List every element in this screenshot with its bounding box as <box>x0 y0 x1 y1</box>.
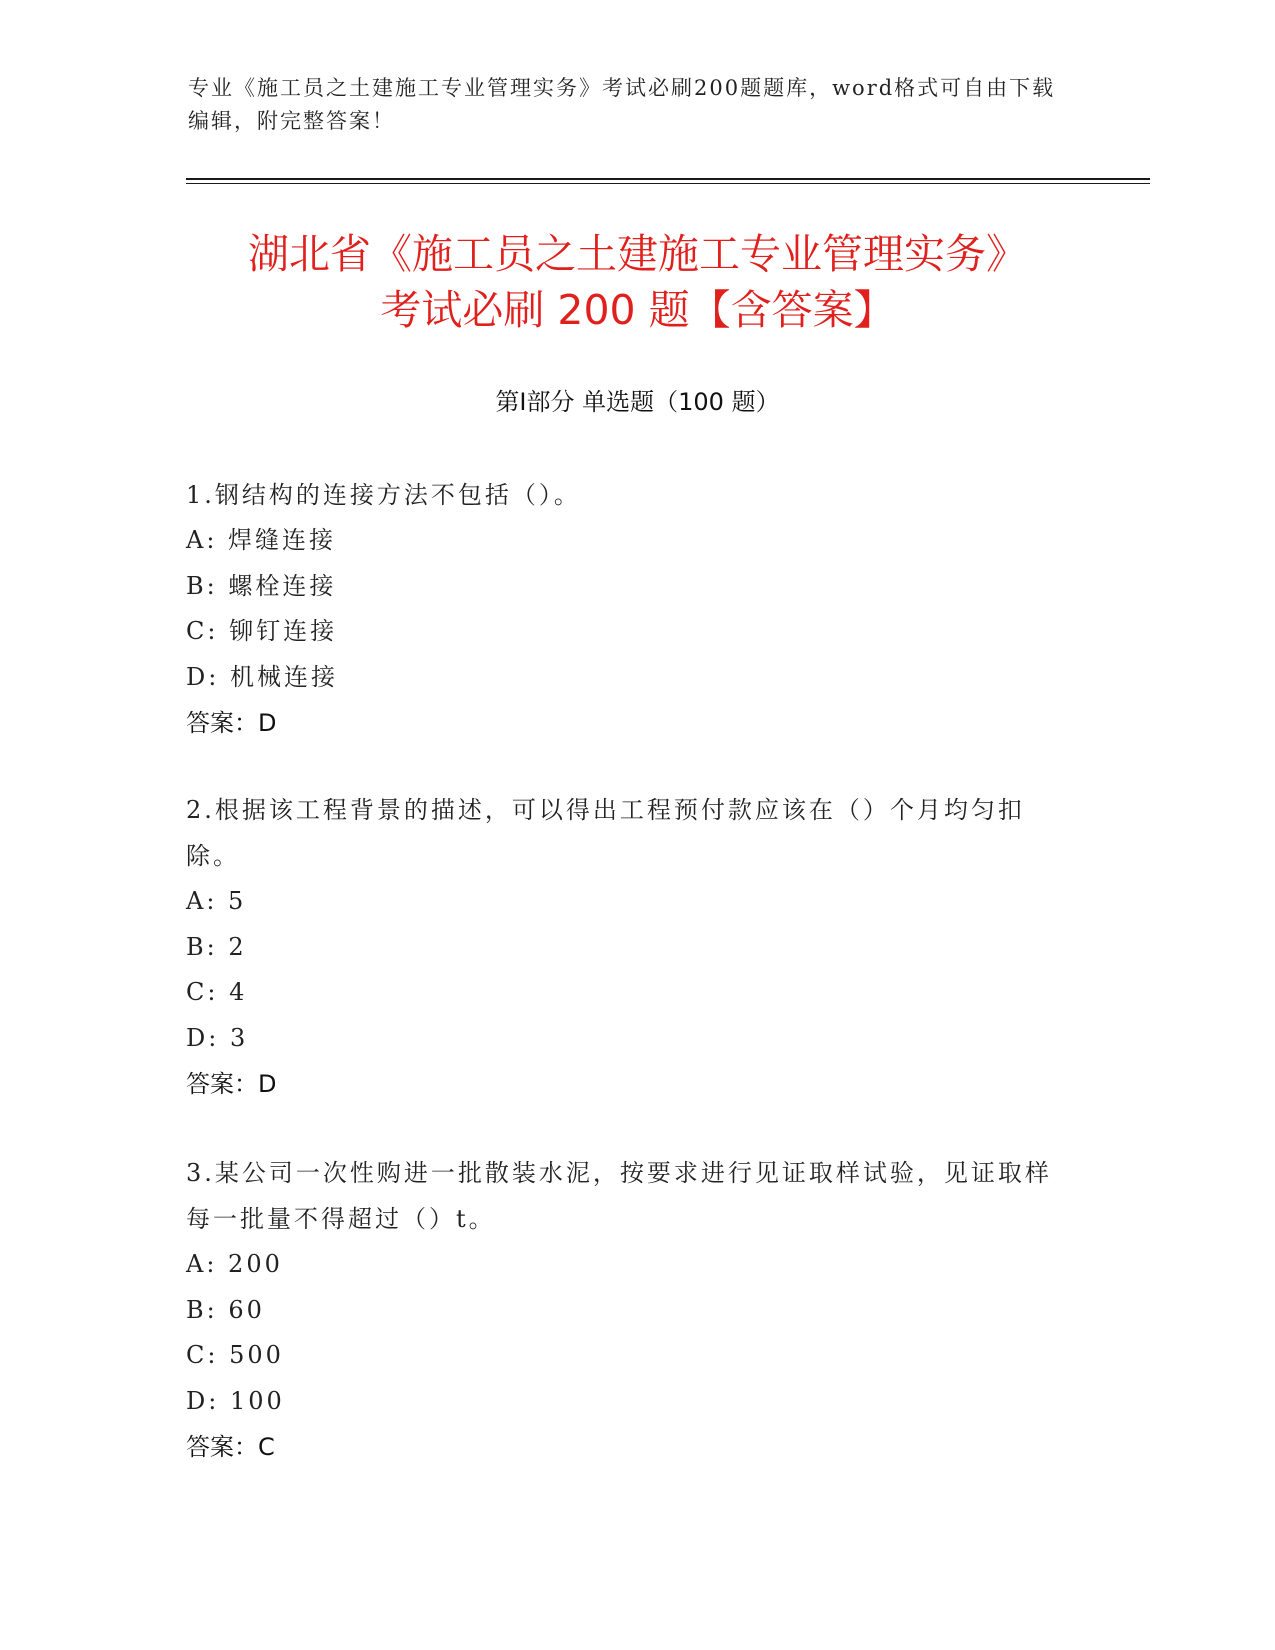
header-rule-thick <box>186 178 1150 180</box>
option-b: B: 螺栓连接 <box>186 571 337 600</box>
document-title <box>150 226 1125 338</box>
option-d: D: 100 <box>186 1386 285 1415</box>
option-b: B: 60 <box>186 1295 265 1324</box>
question-2 <box>186 787 1066 1107</box>
answer: 答案：C <box>186 1433 275 1461</box>
answer: 答案：D <box>186 1070 277 1098</box>
option-b: B: 2 <box>186 932 247 961</box>
answer: 答案：D <box>186 709 277 737</box>
question-3 <box>186 1150 1066 1470</box>
question-stem: 3.某公司一次性购进一批散装水泥，按要求进行见证取样试验，见证取样每一批量不得超过（）t。 <box>186 1159 1052 1233</box>
option-c: C: 4 <box>186 978 248 1006</box>
question-stem: 2.根据该工程背景的描述，可以得出工程预付款应该在（）个月均匀扣除。 <box>186 796 1025 870</box>
option-d: D: 机械连接 <box>186 662 338 691</box>
option-c: C: 500 <box>186 1341 284 1369</box>
option-c: C: 铆钉连接 <box>186 617 338 645</box>
document-title-line-1: 湖北省《施工员之土建施工专业管理实务》 <box>248 230 1027 278</box>
option-d: D: 3 <box>186 1023 249 1052</box>
header-rule-thin <box>186 183 1150 184</box>
question-1 <box>186 472 1066 746</box>
header-note: 专业《施工员之土建施工专业管理实务》考试必刷200题题库，word格式可自由下载编辑，附完整答案！ <box>188 76 1056 133</box>
section-heading: 第Ⅰ部分 单选题（100 题） <box>495 388 780 416</box>
option-a: A: 5 <box>186 887 247 915</box>
question-stem: 1.钢结构的连接方法不包括（）。 <box>186 481 581 509</box>
option-a: A: 焊缝连接 <box>186 526 337 554</box>
option-a: A: 200 <box>186 1250 283 1278</box>
document-title-line-2: 考试必刷 200 题【含答案】 <box>380 286 895 334</box>
